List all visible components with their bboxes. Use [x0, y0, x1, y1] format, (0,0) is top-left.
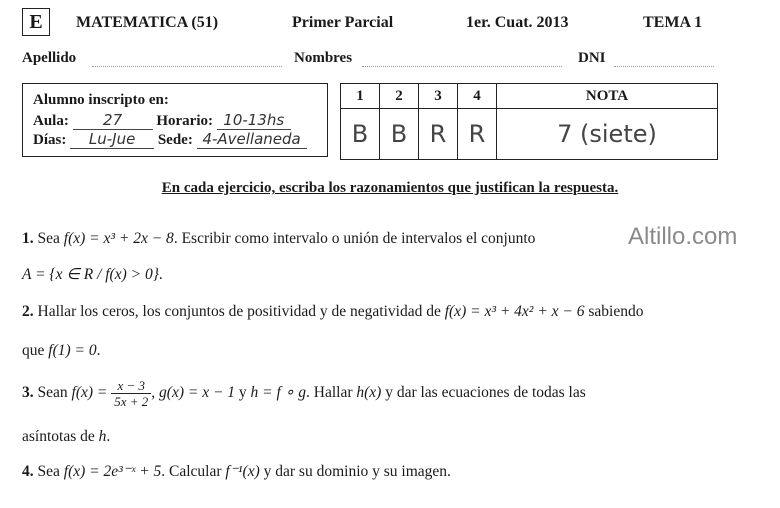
student-box-title: Alumno inscripto en: — [33, 92, 169, 108]
dias-label: Días: — [33, 132, 67, 148]
aula-horario-row — [33, 111, 291, 130]
apellido-line[interactable] — [92, 66, 282, 67]
exercise-1 — [22, 230, 535, 248]
exercise-2-function: f(x) = x³ + 4x² + x − 6 — [444, 303, 585, 320]
instructions-text: En cada ejercicio, escriba los razonamientos que justifican la respuesta. — [161, 180, 619, 196]
horario-value: 10-13hs — [217, 111, 291, 130]
apellido-label: Apellido — [22, 50, 77, 66]
exercise-3-fraction — [111, 378, 151, 409]
exam-code: E — [22, 8, 50, 36]
exercise-4-text-a: Sea — [37, 463, 60, 480]
exercise-3-text-b: . Hallar — [306, 384, 353, 402]
grade-value-1: B — [341, 109, 380, 160]
exercise-1-text-a: Sea — [37, 230, 60, 247]
student-info-box — [22, 83, 328, 157]
exercise-2-text-b: sabiendo — [588, 303, 644, 320]
instructions — [0, 180, 780, 197]
aula-label: Aula: — [33, 113, 69, 129]
nombres-label: Nombres — [294, 50, 353, 66]
exercise-1-number: 1. — [22, 230, 34, 247]
exercise-2-end: . — [96, 342, 101, 359]
sede-value: 4-Avellaneda — [197, 130, 307, 149]
grade-value-3: R — [419, 109, 458, 160]
grade-value-nota: 7 (siete) — [497, 109, 718, 160]
dias-sede-row — [33, 130, 307, 149]
grade-header-1: 1 — [341, 84, 380, 109]
exercise-3-text-a: Sean — [37, 384, 68, 402]
exercise-3-numerator: x − 3 — [111, 378, 151, 394]
exercise-3-f-lhs: f(x) = — [71, 384, 108, 402]
grade-header-3: 3 — [419, 84, 458, 109]
exercise-4 — [22, 462, 451, 481]
exercise-3-hh: h — [98, 428, 107, 445]
exercise-4-text-c: y dar su dominio y su imagen. — [263, 463, 451, 480]
exercise-2-condition: f(1) = 0 — [48, 342, 97, 359]
exercise-2-text-a: Hallar los ceros, los conjuntos de positividad y de negatividad de — [37, 303, 441, 320]
dias-value: Lu-Jue — [70, 130, 154, 149]
exam-name: Primer Parcial — [292, 14, 394, 31]
dni-label: DNI — [578, 50, 606, 66]
sede-label: Sede: — [157, 132, 193, 148]
exercise-1-set: A = {x ∈ R / f(x) > 0} — [22, 266, 159, 283]
exercise-3-cont — [22, 428, 110, 446]
subject-title: MATEMATICA (51) — [76, 14, 219, 31]
exercise-3-number: 3. — [22, 384, 34, 402]
grades-header-row — [341, 84, 718, 109]
aula-value: 27 — [73, 111, 153, 130]
exercise-3-text-d: asíntotas de — [22, 428, 95, 445]
exercise-3-g: g(x) = x − 1 — [159, 384, 236, 402]
grades-table — [340, 83, 718, 160]
grade-header-2: 2 — [380, 84, 419, 109]
exam-tema: TEMA 1 — [643, 14, 703, 31]
exercise-4-inverse: f⁻¹(x) — [225, 463, 260, 480]
exercise-4-text-b: . Calcular — [161, 463, 222, 480]
altillo-watermark: Altillo.com — [628, 223, 738, 250]
exam-term: 1er. Cuat. 2013 — [466, 14, 569, 31]
exercise-3-end: . — [106, 428, 111, 445]
exercise-1-text-b: . Escribir como intervalo o unión de intervalos el conjunto — [173, 230, 536, 247]
grades-value-row — [341, 109, 718, 160]
exercise-3-h: h = f ∘ g — [250, 384, 307, 402]
exercise-2-cont — [22, 342, 100, 360]
grade-value-2: B — [380, 109, 419, 160]
exercise-2 — [22, 303, 643, 321]
exercise-2-text-c: que — [22, 342, 45, 359]
exercise-3: 3. Sean f(x) = $\frac{x - 3}{5x + 2}$ , g(x) = x − 1 y h = f ∘ g. Hallar h(x) y dar las ecuaciones de todas las — [22, 378, 586, 409]
grade-header-4: 4 — [458, 84, 497, 109]
dni-line[interactable] — [614, 66, 714, 67]
exercise-4-number: 4. — [22, 463, 34, 480]
exercise-3-text-c: y dar las ecuaciones de todas las — [385, 384, 586, 402]
nombres-line[interactable] — [362, 66, 562, 67]
grade-header-nota: NOTA — [497, 84, 718, 109]
exercise-4-function: f(x) = 2e³⁻ˣ + 5 — [63, 463, 162, 480]
exercise-3-denominator: 5x + 2 — [114, 394, 149, 409]
horario-label: Horario: — [156, 113, 213, 129]
grade-value-4: R — [458, 109, 497, 160]
exercise-3-hx: h(x) — [356, 384, 382, 402]
exercise-1-function: f(x) = x³ + 2x − 8 — [63, 230, 174, 247]
exercise-2-number: 2. — [22, 303, 34, 320]
exercise-1-cont — [22, 265, 163, 284]
exercise-1-end: . — [158, 266, 163, 283]
exercise-3-y: y — [238, 384, 247, 402]
